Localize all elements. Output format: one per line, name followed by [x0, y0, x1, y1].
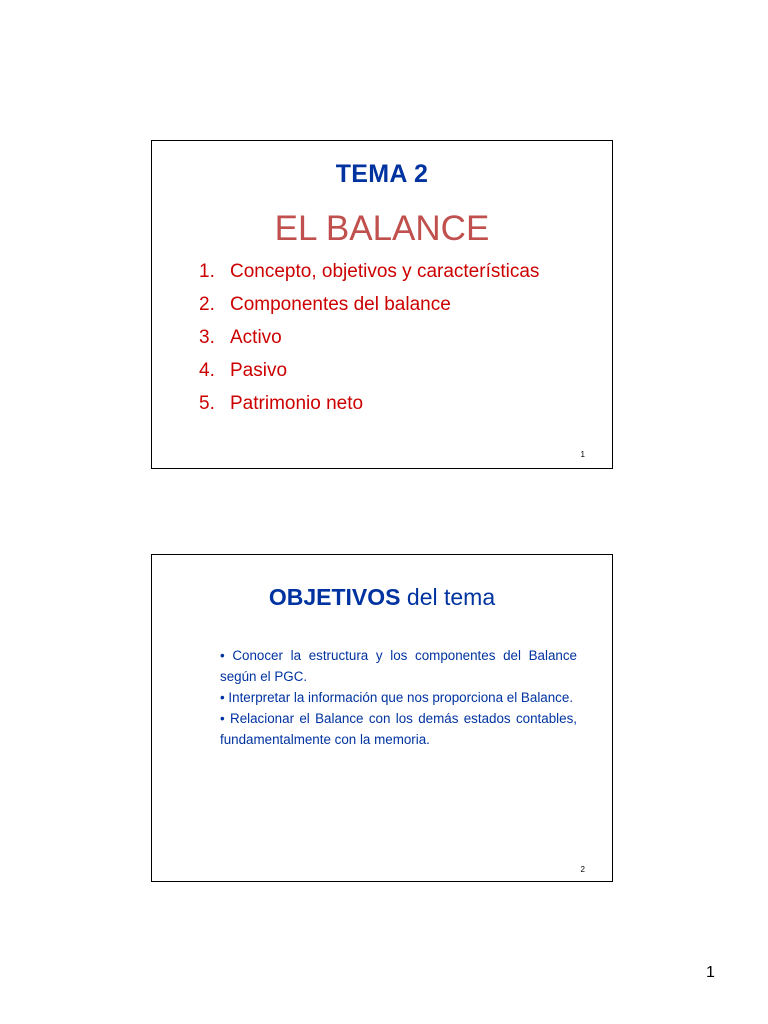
topic-text: Concepto, objetivos y características — [230, 261, 540, 282]
slide-1-title: EL BALANCE — [274, 209, 490, 248]
topic-item — [199, 360, 539, 393]
objective-item: • Relacionar el Balance con los demás estados contables, fundamentalmente con la memoria. — [220, 711, 577, 747]
objectives-list — [220, 645, 577, 750]
topic-text: Activo — [230, 327, 282, 348]
slide-number: 1 — [580, 450, 585, 459]
page-number: 1 — [706, 964, 715, 981]
topic-item — [199, 261, 539, 294]
topic-item — [199, 294, 539, 327]
topic-number: 3. — [199, 327, 215, 348]
topic-text: Componentes del balance — [230, 294, 451, 315]
tema-label: TEMA 2 — [335, 160, 429, 188]
topic-number: 5. — [199, 393, 215, 414]
topic-text: Patrimonio neto — [230, 393, 364, 414]
slide-2 — [151, 554, 613, 882]
objectives-heading-bold: OBJETIVOS — [268, 584, 401, 610]
objectives-heading-rest: del tema — [400, 584, 496, 610]
topic-number: 4. — [199, 360, 215, 381]
slide-number: 2 — [580, 865, 585, 874]
topic-item — [199, 393, 539, 426]
objectives-heading — [152, 584, 612, 611]
slide-1 — [151, 140, 613, 469]
topic-list — [199, 261, 539, 426]
objective-item: • Interpretar la información que nos proporciona el Balance. — [220, 690, 574, 705]
topic-number: 1. — [199, 261, 215, 282]
topic-item — [199, 327, 539, 360]
topic-number: 2. — [199, 294, 215, 315]
topic-text: Pasivo — [230, 360, 288, 381]
objective-item: • Conocer la estructura y los componentes del Balance según el PGC. — [220, 648, 577, 684]
